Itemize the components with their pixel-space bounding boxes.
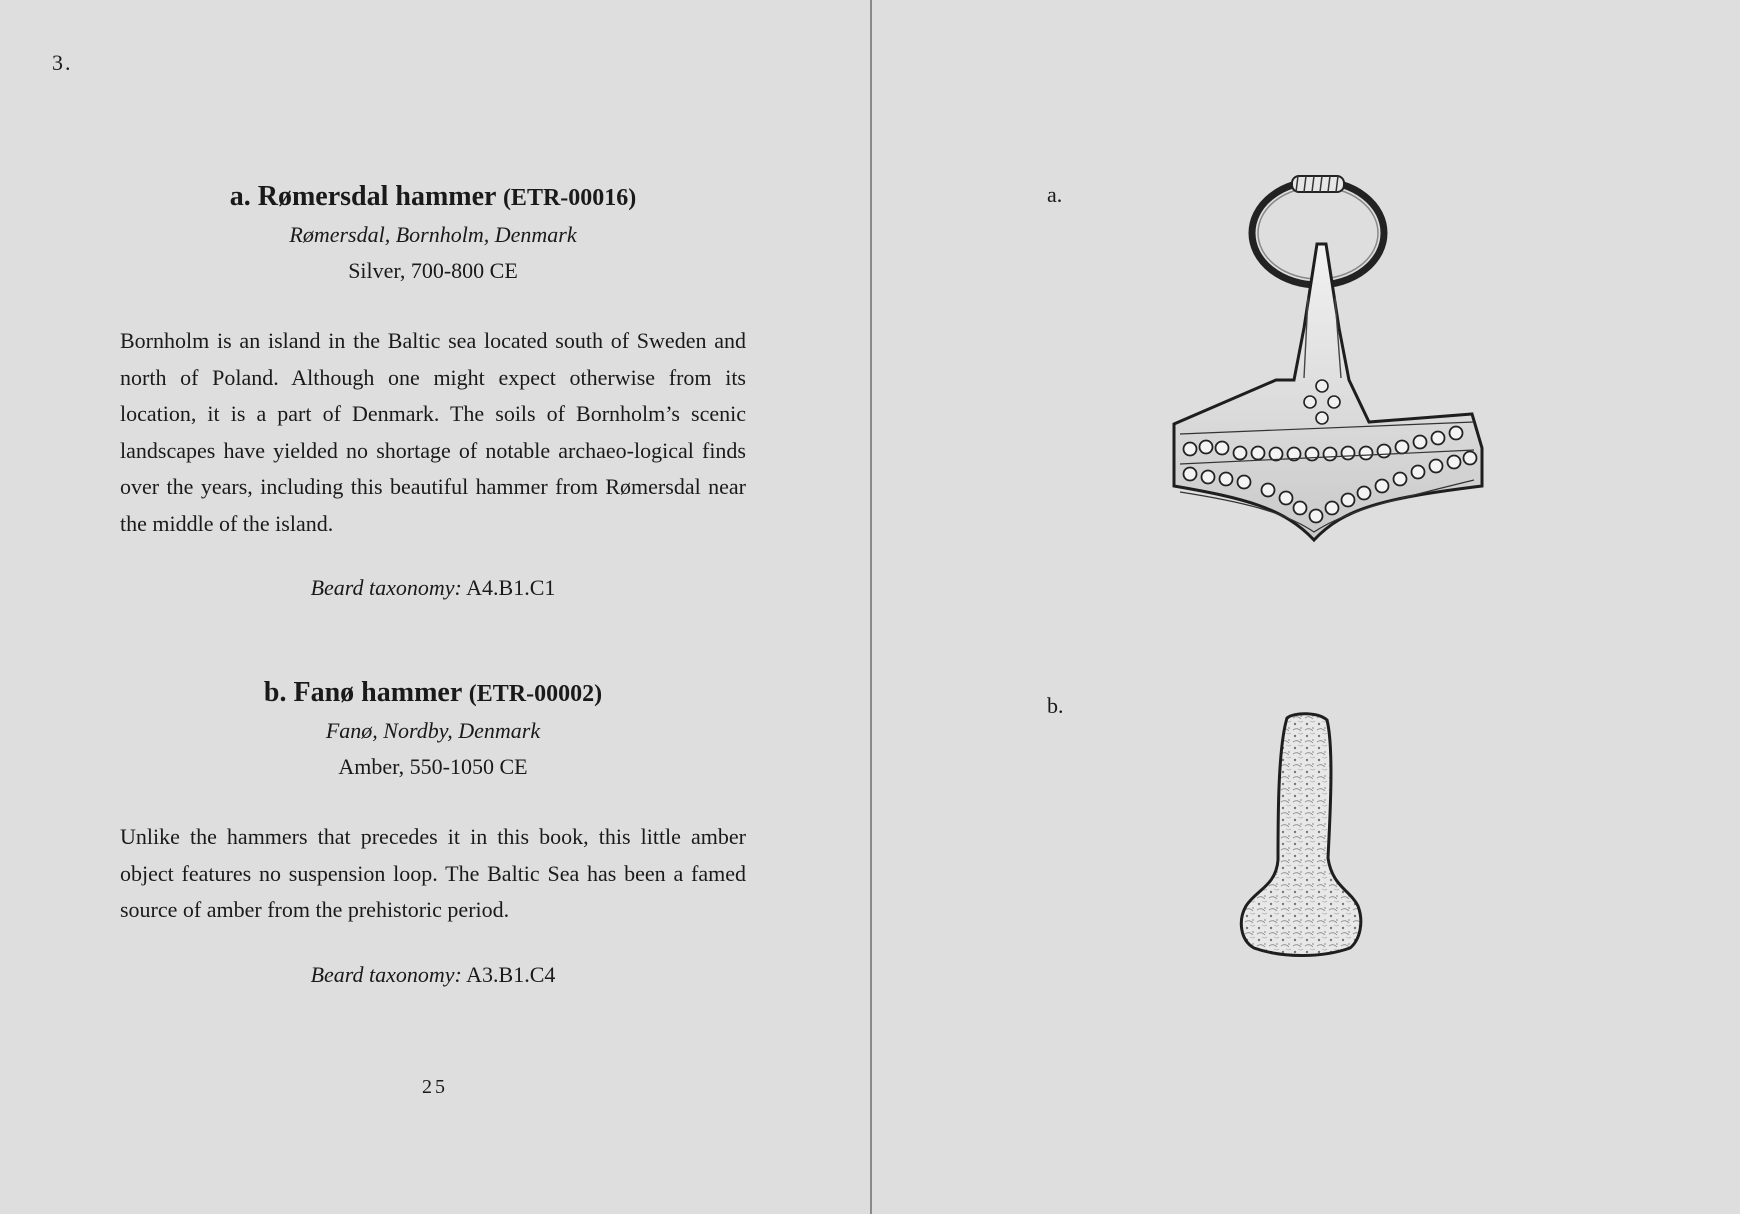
entry-material-date: Amber, 550-1050 CE: [338, 754, 528, 779]
entry-taxonomy: [120, 957, 746, 993]
entry-description: Unlike the hammers that precedes it in this book, this little amber object features no suspension loop. The Baltic Sea has been a famed source of amber from the prehistoric period.: [120, 824, 746, 922]
chapter-number: 3.: [52, 50, 73, 75]
entry-title: [120, 674, 746, 713]
entry-material-date: Silver, 700-800 CE: [348, 258, 518, 283]
entry-location: Fanø, Nordby, Denmark: [325, 718, 541, 743]
entry-code: (ETR-00002): [468, 681, 603, 707]
taxonomy-value: A4.B1.C1: [466, 575, 556, 600]
taxonomy-label: Beard taxonomy:: [310, 575, 462, 600]
right-page: [872, 0, 1740, 1214]
figure-b-label: b.: [1047, 693, 1064, 718]
entry-name: Fanø hammer: [293, 677, 462, 708]
entry-taxonomy: [120, 570, 746, 606]
entry-prefix: b.: [263, 677, 287, 708]
amber-hammer-illustration: [1232, 708, 1382, 958]
taxonomy-value: A3.B1.C4: [466, 961, 556, 987]
entry-title: [120, 178, 746, 217]
page-number: 25: [422, 1076, 448, 1098]
figure-a-label: a.: [1047, 182, 1063, 207]
silver-thors-hammer-pendant-illustration: [1134, 168, 1494, 548]
entry-name: Rømersdal hammer: [257, 181, 496, 212]
entry-a: [120, 178, 746, 606]
entry-code: (ETR-00016): [502, 185, 637, 211]
entry-description: Bornholm is an island in the Baltic sea located south of Sweden and north of Poland. Although one might expect otherwise from its location, it is a part of Denmark. The soils of Bornholm’s scenic landscapes have yielded no shortage of notable archaeo-logical finds over the years, including this beautiful hammer from Rømersdal near the middle of the island.: [120, 328, 746, 536]
taxonomy-label: Beard taxonomy:: [310, 961, 462, 987]
entry-prefix: a.: [229, 181, 251, 212]
entry-b: [120, 674, 746, 993]
entry-location: Rømersdal, Bornholm, Denmark: [289, 222, 577, 247]
